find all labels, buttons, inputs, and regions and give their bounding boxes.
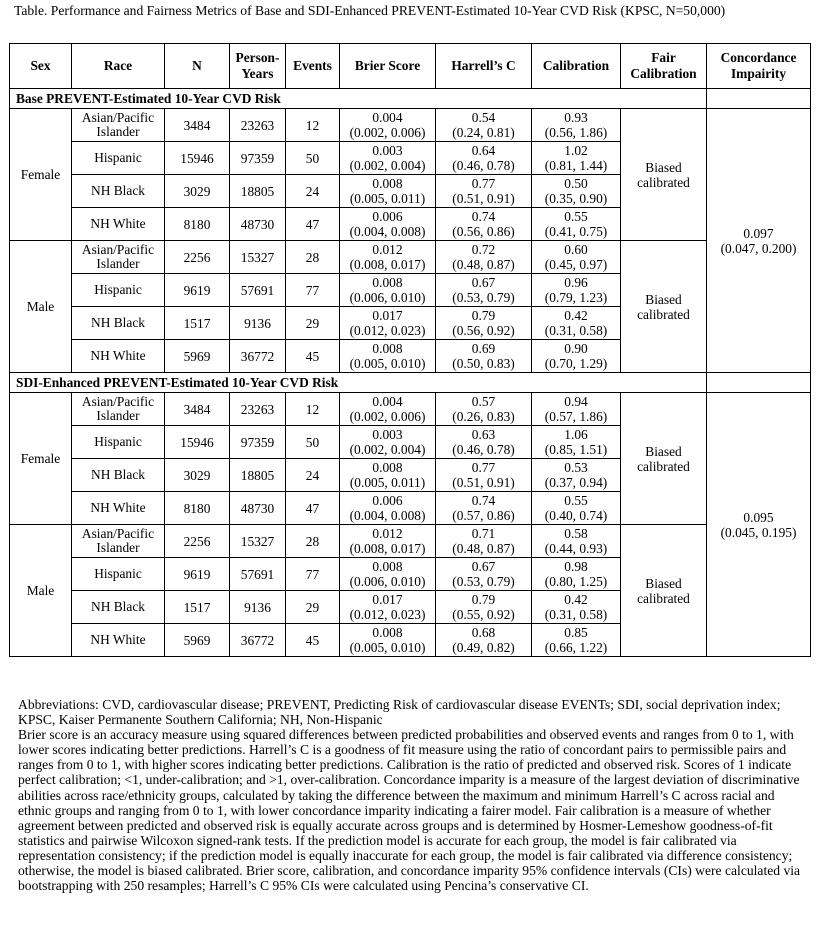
calibration-cell <box>532 591 621 624</box>
race-cell <box>72 525 165 558</box>
calibration-cell-ci: (0.70, 1.29) <box>544 356 608 371</box>
brier-cell-ci: (0.004, 0.008) <box>349 224 426 239</box>
harrell-cell-ci: (0.57, 0.86) <box>452 508 515 523</box>
sex-cell: Female <box>10 393 72 525</box>
brier-cell <box>340 274 436 307</box>
brier-cell <box>340 624 436 657</box>
race-cell: NH White <box>72 340 165 373</box>
fair-calibration-cell-value: Biased <box>645 159 682 175</box>
harrell-cell <box>436 274 532 307</box>
harrell-cell-value: 0.64 <box>471 143 496 158</box>
harrell-cell <box>436 109 532 142</box>
calibration-cell <box>532 241 621 274</box>
brier-cell-ci: (0.002, 0.006) <box>349 125 426 140</box>
calibration-cell-ci: (0.45, 0.97) <box>544 257 608 272</box>
harrell-cell-ci: (0.24, 0.81) <box>452 125 515 140</box>
fair-calibration-cell-value: Biased <box>645 443 682 459</box>
calibration-cell <box>532 525 621 558</box>
concordance-imparity-cell-value: 0.097 <box>743 225 774 241</box>
person-years-cell: 15327 <box>230 525 286 558</box>
calibration-cell-ci: (0.81, 1.44) <box>544 158 608 173</box>
race-cell: NH Black <box>72 459 165 492</box>
race-cell <box>72 109 165 142</box>
concordance-imparity-cell-value: 0.095 <box>743 509 774 525</box>
brier-cell-value: 0.008 <box>372 275 403 290</box>
race-cell-ci: Islander <box>96 256 140 271</box>
brier-cell-ci: (0.006, 0.010) <box>349 290 426 305</box>
events-cell: 28 <box>286 241 340 274</box>
harrell-cell-ci: (0.26, 0.83) <box>452 409 515 424</box>
harrell-cell <box>436 208 532 241</box>
n-cell: 9619 <box>165 274 230 307</box>
section-title-blank <box>707 89 811 109</box>
n-cell: 2256 <box>165 241 230 274</box>
race-cell-value: Asian/Pacific <box>81 110 155 125</box>
calibration-cell-value: 1.06 <box>564 427 588 442</box>
header-person-years <box>230 44 286 89</box>
harrell-cell-value: 0.54 <box>471 110 496 125</box>
person-years-cell: 9136 <box>230 591 286 624</box>
brier-cell-value: 0.003 <box>372 427 403 442</box>
brier-cell-value: 0.006 <box>372 493 403 508</box>
fair-calibration-cell-ci: calibrated <box>637 458 690 474</box>
harrell-cell-ci: (0.48, 0.87) <box>452 541 515 556</box>
events-cell: 12 <box>286 109 340 142</box>
brier-cell <box>340 142 436 175</box>
metrics-table <box>9 43 811 657</box>
sex-cell: Male <box>10 241 72 373</box>
calibration-cell <box>532 393 621 426</box>
calibration-cell-value: 1.02 <box>564 143 588 158</box>
race-cell-ci: Islander <box>96 408 140 423</box>
harrell-cell-value: 0.79 <box>471 308 496 323</box>
n-cell: 3484 <box>165 109 230 142</box>
harrell-cell-value: 0.68 <box>471 625 496 640</box>
n-cell: 15946 <box>165 142 230 175</box>
brier-cell-value: 0.004 <box>372 110 403 125</box>
concordance-imparity-cell-ci: (0.045, 0.195) <box>720 524 797 540</box>
header-conc-line2: Impairity <box>730 66 787 81</box>
events-cell: 12 <box>286 393 340 426</box>
harrell-cell <box>436 624 532 657</box>
calibration-cell-value: 0.55 <box>564 209 588 224</box>
n-cell: 9619 <box>165 558 230 591</box>
header-brier: Brier Score <box>340 44 436 89</box>
events-cell: 77 <box>286 558 340 591</box>
calibration-cell-ci: (0.31, 0.58) <box>544 607 608 622</box>
brier-cell-value: 0.008 <box>372 341 403 356</box>
n-cell: 3029 <box>165 459 230 492</box>
harrell-cell-value: 0.72 <box>471 242 496 257</box>
calibration-cell-value: 0.58 <box>564 526 588 541</box>
brier-cell-value: 0.017 <box>372 308 403 323</box>
brier-cell <box>340 393 436 426</box>
calibration-cell-ci: (0.56, 1.86) <box>544 125 608 140</box>
events-cell: 29 <box>286 307 340 340</box>
brier-cell-value: 0.006 <box>372 209 403 224</box>
harrell-cell <box>436 175 532 208</box>
section-header-row <box>10 373 811 393</box>
calibration-cell <box>532 459 621 492</box>
section-title: Base PREVENT-Estimated 10-Year CVD Risk <box>10 89 707 109</box>
harrell-cell-value: 0.67 <box>471 275 496 290</box>
harrell-cell-value: 0.74 <box>471 493 496 508</box>
events-cell: 28 <box>286 525 340 558</box>
race-cell-ci: Islander <box>96 540 140 555</box>
events-cell: 50 <box>286 142 340 175</box>
brier-cell-value: 0.017 <box>372 592 403 607</box>
events-cell: 24 <box>286 175 340 208</box>
harrell-cell <box>436 426 532 459</box>
harrell-cell <box>436 307 532 340</box>
brier-cell-ci: (0.005, 0.010) <box>349 356 426 371</box>
person-years-cell: 23263 <box>230 393 286 426</box>
harrell-cell-ci: (0.50, 0.83) <box>452 356 515 371</box>
brier-cell <box>340 591 436 624</box>
calibration-cell-ci: (0.35, 0.90) <box>544 191 608 206</box>
sex-cell: Female <box>10 109 72 241</box>
harrell-cell-value: 0.71 <box>471 526 496 541</box>
header-n: N <box>165 44 230 89</box>
brier-cell <box>340 426 436 459</box>
header-race: Race <box>72 44 165 89</box>
race-cell-value: Asian/Pacific <box>81 526 155 541</box>
fair-calibration-cell <box>621 393 707 525</box>
fair-calibration-cell <box>621 241 707 373</box>
harrell-cell-value: 0.77 <box>471 176 496 191</box>
person-years-cell: 97359 <box>230 142 286 175</box>
harrell-cell <box>436 340 532 373</box>
calibration-cell-ci: (0.37, 0.94) <box>544 475 608 490</box>
race-cell: Hispanic <box>72 558 165 591</box>
fair-calibration-cell <box>621 525 707 657</box>
footnote-abbreviations: Abbreviations: CVD, cardiovascular disease; PREVENT, Predicting Risk of cardiovascular disease EVENTs; SDI, social deprivation index; KPSC, Kaiser Permanente Southern California; NH, Non-Hispanic <box>18 697 781 728</box>
harrell-cell-value: 0.57 <box>471 394 496 409</box>
brier-cell <box>340 525 436 558</box>
harrell-cell <box>436 525 532 558</box>
table-caption: Table. Performance and Fairness Metrics of Base and SDI-Enhanced PREVENT-Estimated 10-Year CVD Risk (KPSC, N=50,000) <box>14 3 726 18</box>
brier-cell <box>340 459 436 492</box>
fair-calibration-cell <box>621 109 707 241</box>
harrell-cell <box>436 393 532 426</box>
person-years-cell: 36772 <box>230 340 286 373</box>
calibration-cell <box>532 340 621 373</box>
calibration-cell-ci: (0.79, 1.23) <box>544 290 608 305</box>
calibration-cell-ci: (0.41, 0.75) <box>544 224 608 239</box>
brier-cell-value: 0.003 <box>372 143 403 158</box>
calibration-cell <box>532 274 621 307</box>
events-cell: 29 <box>286 591 340 624</box>
events-cell: 50 <box>286 426 340 459</box>
header-person-years-line1: Person- <box>235 50 280 65</box>
calibration-cell <box>532 208 621 241</box>
harrell-cell-ci: (0.49, 0.82) <box>452 640 515 655</box>
brier-cell-ci: (0.005, 0.011) <box>349 475 426 490</box>
brier-cell-ci: (0.005, 0.011) <box>349 191 426 206</box>
calibration-cell <box>532 307 621 340</box>
person-years-cell: 97359 <box>230 426 286 459</box>
table-row <box>10 525 811 558</box>
harrell-cell-value: 0.74 <box>471 209 496 224</box>
n-cell: 5969 <box>165 624 230 657</box>
person-years-cell: 48730 <box>230 208 286 241</box>
brier-cell <box>340 340 436 373</box>
harrell-cell <box>436 558 532 591</box>
header-conc-line1: Concordance <box>720 50 797 65</box>
calibration-cell-value: 0.60 <box>564 242 588 257</box>
race-cell: Hispanic <box>72 426 165 459</box>
harrell-cell <box>436 492 532 525</box>
calibration-cell <box>532 142 621 175</box>
brier-cell-ci: (0.002, 0.004) <box>349 158 426 173</box>
calibration-cell-ci: (0.85, 1.51) <box>544 442 608 457</box>
calibration-cell-ci: (0.66, 1.22) <box>544 640 608 655</box>
race-cell: NH Black <box>72 591 165 624</box>
harrell-cell <box>436 591 532 624</box>
calibration-cell <box>532 558 621 591</box>
events-cell: 77 <box>286 274 340 307</box>
n-cell: 5969 <box>165 340 230 373</box>
brier-cell-value: 0.012 <box>372 526 403 541</box>
race-cell: NH Black <box>72 307 165 340</box>
calibration-cell-value: 0.53 <box>564 460 588 475</box>
brier-cell <box>340 208 436 241</box>
harrell-cell-ci: (0.56, 0.86) <box>452 224 515 239</box>
header-harrell: Harrell’s C <box>436 44 532 89</box>
race-cell: Hispanic <box>72 142 165 175</box>
race-cell-ci: Islander <box>96 124 140 139</box>
events-cell: 47 <box>286 492 340 525</box>
fair-calibration-cell-ci: calibrated <box>637 306 690 322</box>
calibration-cell-value: 0.50 <box>564 176 588 191</box>
race-cell-value: Asian/Pacific <box>81 242 155 257</box>
calibration-cell-value: 0.90 <box>564 341 588 356</box>
brier-cell <box>340 558 436 591</box>
sex-cell: Male <box>10 525 72 657</box>
person-years-cell: 18805 <box>230 459 286 492</box>
brier-cell-value: 0.012 <box>372 242 403 257</box>
calibration-cell <box>532 492 621 525</box>
calibration-cell-value: 0.42 <box>564 308 588 323</box>
header-sex: Sex <box>10 44 72 89</box>
harrell-cell-value: 0.79 <box>471 592 496 607</box>
brier-cell-value: 0.008 <box>372 625 403 640</box>
race-cell: NH Black <box>72 175 165 208</box>
n-cell: 3484 <box>165 393 230 426</box>
footnotes <box>18 697 808 893</box>
table-body <box>10 89 811 657</box>
calibration-cell-ci: (0.40, 0.74) <box>544 508 608 523</box>
brier-cell <box>340 175 436 208</box>
calibration-cell-value: 0.96 <box>564 275 588 290</box>
calibration-cell-value: 0.94 <box>564 394 588 409</box>
header-row <box>10 44 811 89</box>
concordance-imparity-cell-ci: (0.047, 0.200) <box>720 240 797 256</box>
person-years-cell: 57691 <box>230 274 286 307</box>
harrell-cell-value: 0.63 <box>471 427 496 442</box>
n-cell: 1517 <box>165 591 230 624</box>
footnote-definitions: Brier score is an accuracy measure using squared differences between predicted probabilities and observed events and ranges from 0 to 1, with lower scores indicating better predictions. Harrell’s C is a goodness of fit measure using the ratio of concordant pairs to permissible pairs and ranges from 0 to 1, with higher scores indicating better predictions. Calibration is the ratio of predicted and observed risk. Scores of 1 indicate perfect calibration; <1, under-calibration; and >1, over-calibration. Concordance imparity is a measure of the largest deviation of discriminative abilities across race/ethnicity groups, calculated by taking the difference between the maximum and minimum Harrell’s C across racial and ethnic groups and ranging from 0 to 1, with lower concordance imparity indicating a fairer model. Fair calibration is a measure of whether agreement between predicted and observed risk is equally accurate across groups and is determined by Hosmer-Lemeshow goodness-of-fit statistics and pairwise Wilcoxon signed-rank tests. If the prediction model is accurate for each group, the model is fair calibrated via representation consistency; if the prediction model is equally inaccurate for each group, the model is fair calibrated via difference consistency; otherwise, the model is biased calibrated. Brier score, calibration, and concordance imparity 95% confidence intervals (CIs) were calculated via bootstrapping with 250 resamples; Harrell’s C 95% CIs were calculated using Pencina’s conservative CI. <box>18 727 801 894</box>
events-cell: 45 <box>286 624 340 657</box>
header-fair-line1: Fair <box>651 50 676 65</box>
brier-cell-ci: (0.006, 0.010) <box>349 574 426 589</box>
concordance-imparity-cell <box>707 109 811 373</box>
n-cell: 1517 <box>165 307 230 340</box>
calibration-cell-value: 0.98 <box>564 559 588 574</box>
brier-cell-ci: (0.008, 0.017) <box>349 541 426 556</box>
calibration-cell-ci: (0.44, 0.93) <box>544 541 608 556</box>
calibration-cell-ci: (0.57, 1.86) <box>544 409 608 424</box>
n-cell: 8180 <box>165 492 230 525</box>
fair-calibration-cell-ci: calibrated <box>637 174 690 190</box>
brier-cell-ci: (0.012, 0.023) <box>349 607 426 622</box>
race-cell-value: Asian/Pacific <box>81 394 155 409</box>
harrell-cell <box>436 459 532 492</box>
harrell-cell-ci: (0.53, 0.79) <box>452 290 515 305</box>
brier-cell <box>340 109 436 142</box>
race-cell <box>72 241 165 274</box>
harrell-cell-value: 0.69 <box>471 341 496 356</box>
brier-cell-ci: (0.008, 0.017) <box>349 257 426 272</box>
harrell-cell-ci: (0.51, 0.91) <box>452 475 515 490</box>
events-cell: 45 <box>286 340 340 373</box>
harrell-cell-ci: (0.56, 0.92) <box>452 323 515 338</box>
calibration-cell-ci: (0.31, 0.58) <box>544 323 608 338</box>
header-fair-calibration <box>621 44 707 89</box>
harrell-cell-ci: (0.46, 0.78) <box>452 442 515 457</box>
calibration-cell <box>532 175 621 208</box>
header-calibration: Calibration <box>532 44 621 89</box>
race-cell: NH White <box>72 492 165 525</box>
n-cell: 3029 <box>165 175 230 208</box>
harrell-cell-ci: (0.51, 0.91) <box>452 191 515 206</box>
table-row <box>10 241 811 274</box>
person-years-cell: 18805 <box>230 175 286 208</box>
table-row <box>10 393 811 426</box>
calibration-cell-value: 0.55 <box>564 493 588 508</box>
race-cell <box>72 393 165 426</box>
header-concordance-imparity <box>707 44 811 89</box>
brier-cell-ci: (0.005, 0.010) <box>349 640 426 655</box>
race-cell: Hispanic <box>72 274 165 307</box>
brier-cell <box>340 307 436 340</box>
calibration-cell-value: 0.93 <box>564 110 588 125</box>
harrell-cell-ci: (0.48, 0.87) <box>452 257 515 272</box>
harrell-cell-ci: (0.55, 0.92) <box>452 607 515 622</box>
section-title-blank <box>707 373 811 393</box>
brier-cell-value: 0.008 <box>372 460 403 475</box>
brier-cell-value: 0.008 <box>372 176 403 191</box>
person-years-cell: 23263 <box>230 109 286 142</box>
fair-calibration-cell-value: Biased <box>645 575 682 591</box>
person-years-cell: 15327 <box>230 241 286 274</box>
harrell-cell <box>436 142 532 175</box>
harrell-cell-ci: (0.53, 0.79) <box>452 574 515 589</box>
header-fair-line2: Calibration <box>630 66 697 81</box>
table-row <box>10 109 811 142</box>
brier-cell-ci: (0.002, 0.004) <box>349 442 426 457</box>
brier-cell-ci: (0.012, 0.023) <box>349 323 426 338</box>
events-cell: 47 <box>286 208 340 241</box>
brier-cell <box>340 492 436 525</box>
calibration-cell-value: 0.42 <box>564 592 588 607</box>
concordance-imparity-cell <box>707 393 811 657</box>
header-events: Events <box>286 44 340 89</box>
calibration-cell <box>532 426 621 459</box>
race-cell: NH White <box>72 624 165 657</box>
n-cell: 8180 <box>165 208 230 241</box>
section-header-row <box>10 89 811 109</box>
brier-cell-value: 0.004 <box>372 394 403 409</box>
harrell-cell-ci: (0.46, 0.78) <box>452 158 515 173</box>
person-years-cell: 48730 <box>230 492 286 525</box>
n-cell: 2256 <box>165 525 230 558</box>
calibration-cell <box>532 624 621 657</box>
calibration-cell-ci: (0.80, 1.25) <box>544 574 608 589</box>
section-title: SDI-Enhanced PREVENT-Estimated 10-Year CVD Risk <box>10 373 707 393</box>
n-cell: 15946 <box>165 426 230 459</box>
race-cell: NH White <box>72 208 165 241</box>
brier-cell-value: 0.008 <box>372 559 403 574</box>
brier-cell-ci: (0.004, 0.008) <box>349 508 426 523</box>
fair-calibration-cell-value: Biased <box>645 291 682 307</box>
brier-cell <box>340 241 436 274</box>
person-years-cell: 57691 <box>230 558 286 591</box>
calibration-cell <box>532 109 621 142</box>
events-cell: 24 <box>286 459 340 492</box>
fair-calibration-cell-ci: calibrated <box>637 590 690 606</box>
person-years-cell: 36772 <box>230 624 286 657</box>
harrell-cell-value: 0.67 <box>471 559 496 574</box>
calibration-cell-value: 0.85 <box>564 625 588 640</box>
harrell-cell-value: 0.77 <box>471 460 496 475</box>
harrell-cell <box>436 241 532 274</box>
brier-cell-ci: (0.002, 0.006) <box>349 409 426 424</box>
header-person-years-line2: Years <box>241 66 274 81</box>
person-years-cell: 9136 <box>230 307 286 340</box>
